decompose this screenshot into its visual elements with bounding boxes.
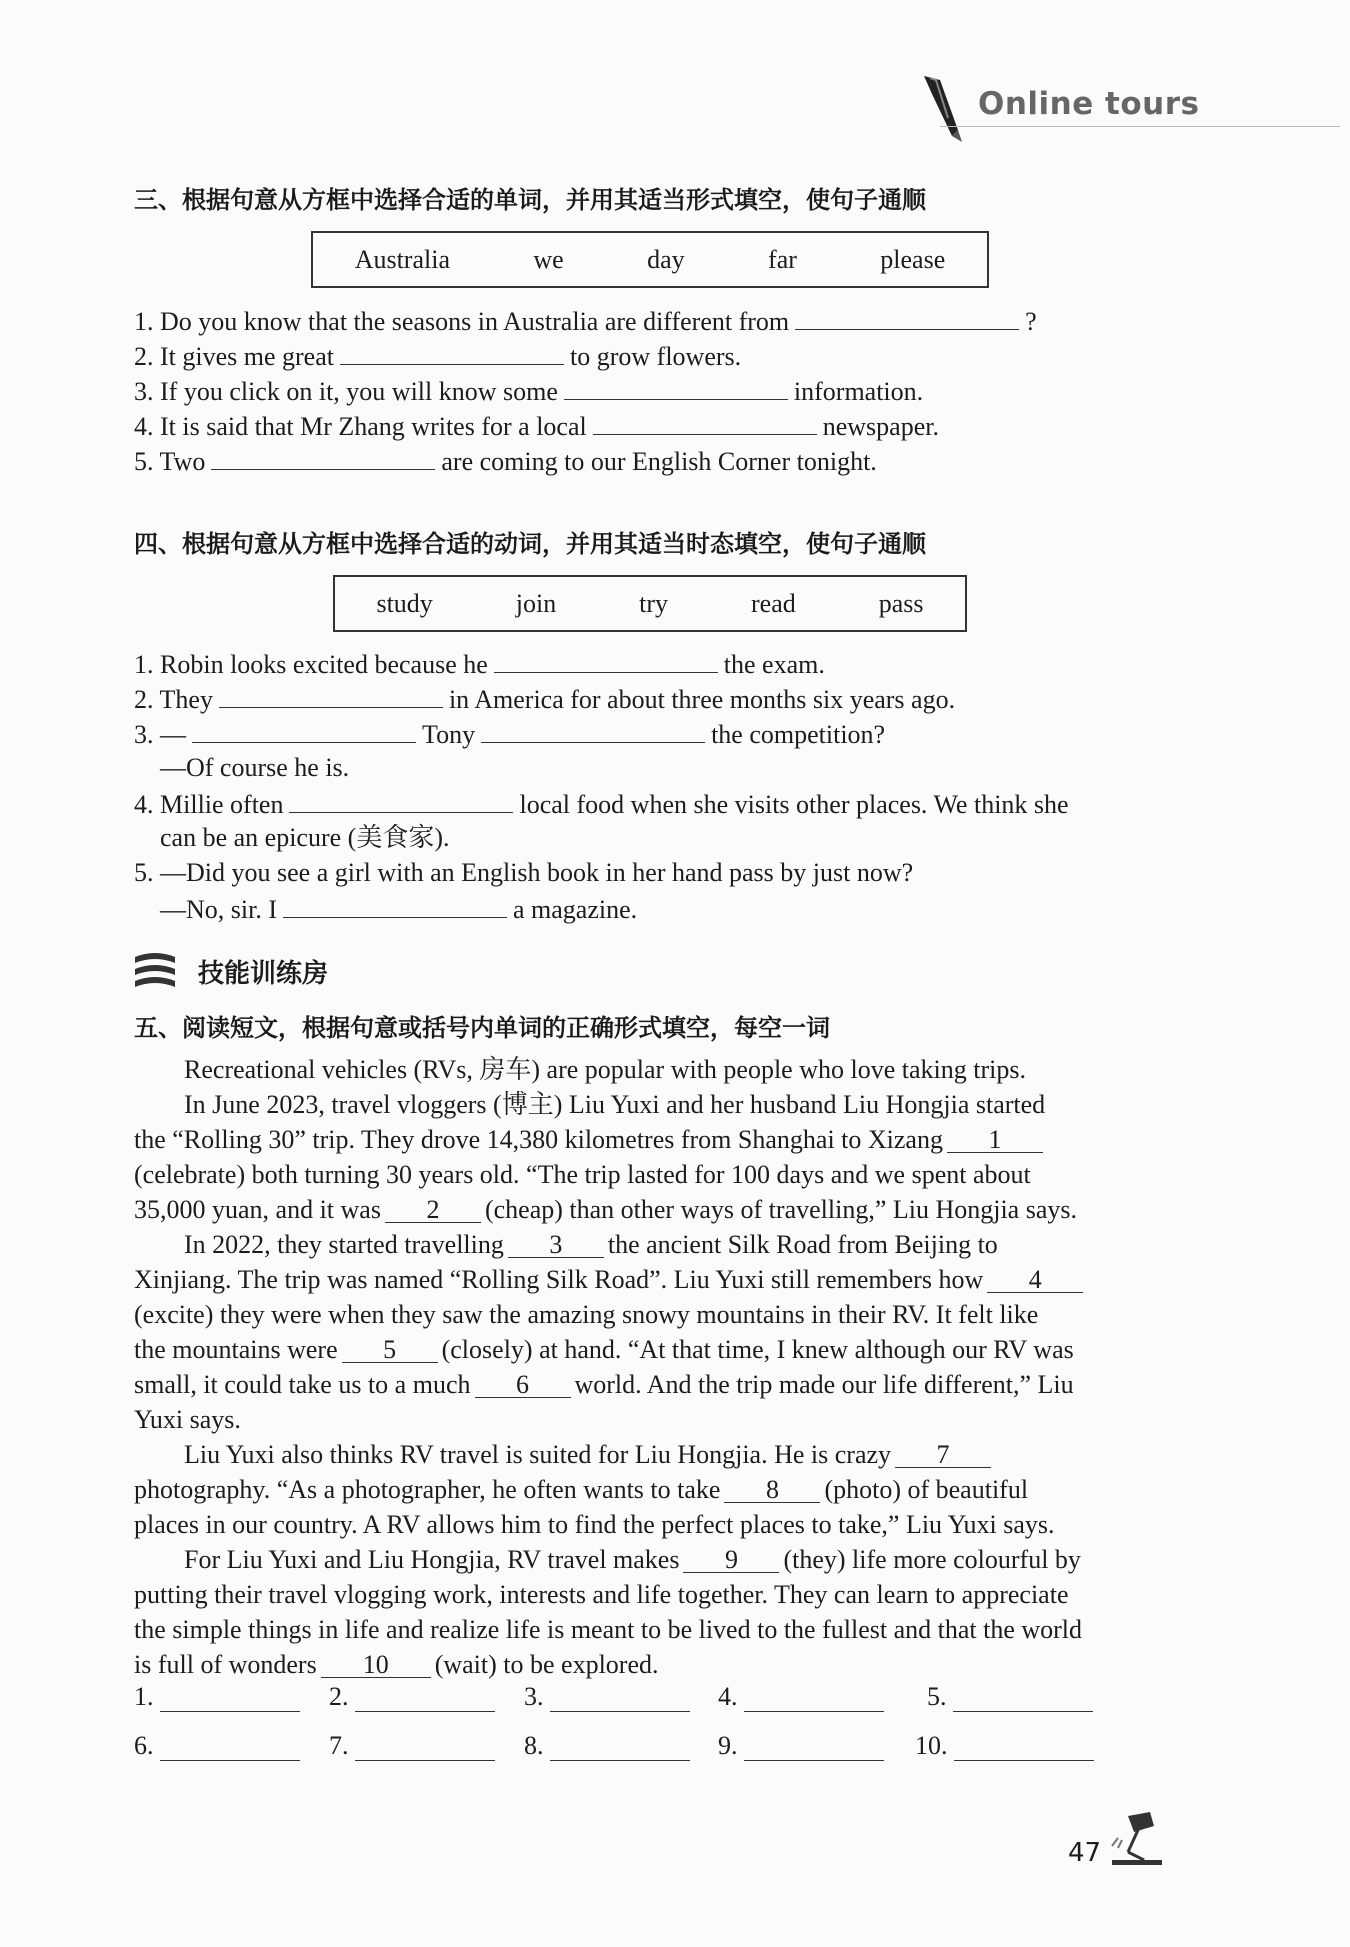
answer-slot: 4.: [718, 1682, 884, 1712]
passage-line: the simple things in life and realize life is meant to be lived to the fullest and that the world: [134, 1615, 1083, 1644]
numbered-blank[interactable]: 3: [508, 1227, 604, 1258]
word-option: we: [533, 244, 564, 274]
chapter-title: Online tours: [978, 86, 1200, 122]
s4-question-3: 3. — Tony the competition?: [134, 715, 885, 750]
section4-title: 四、根据句意从方框中选择合适的动词，并用其适当时态填空，使句子通顺: [134, 530, 926, 558]
s4-question-1: 1. Robin looks excited because he the exam.: [134, 645, 825, 680]
passage-line: (celebrate) both turning 30 years old. “The trip lasted for 100 days and we spent about: [134, 1160, 1031, 1189]
answer-slot: 9.: [718, 1731, 884, 1761]
answer-slot: 2.: [329, 1682, 495, 1712]
word-option: Australia: [354, 244, 450, 274]
answer-blank[interactable]: [494, 645, 718, 673]
word-option: day: [647, 244, 685, 274]
passage-line: Liu Yuxi also thinks RV travel is suited for Liu Hongjia. He is crazy 7: [134, 1437, 1204, 1472]
answer-slot: 1.: [134, 1682, 300, 1712]
passage-line: places in our country. A RV allows him to find the perfect places to take,” Liu Yuxi says.: [134, 1510, 1055, 1539]
answer-line[interactable]: [550, 1683, 690, 1712]
answer-line[interactable]: [160, 1732, 300, 1761]
passage-line: putting their travel vlogging work, interests and life together. They can learn to appreciate: [134, 1580, 1069, 1609]
numbered-blank[interactable]: 8: [724, 1472, 820, 1503]
passage-line: the mountains were 5 (closely) at hand. “At that time, I knew although our RV was: [134, 1332, 1154, 1367]
passage-line: For Liu Yuxi and Liu Hongjia, RV travel makes 9 (they) life more colourful by: [134, 1542, 1204, 1577]
answer-line[interactable]: [953, 1683, 1093, 1712]
passage-line: Yuxi says.: [134, 1405, 241, 1434]
passage-line: the “Rolling 30” trip. They drove 14,380 kilometres from Shanghai to Xizang 1: [134, 1122, 1154, 1157]
skills-title: 技能训练房: [198, 959, 329, 989]
answer-slot: 3.: [524, 1682, 690, 1712]
passage-line: photography. “As a photographer, he often wants to take 8 (photo) of beautiful: [134, 1472, 1154, 1507]
section5-title: 五、阅读短文，根据句意或括号内单词的正确形式填空，每空一词: [134, 1014, 830, 1042]
answer-slot: 7.: [329, 1731, 495, 1761]
answer-line[interactable]: [954, 1732, 1094, 1761]
passage-line: In June 2023, travel vloggers (博主) Liu Yuxi and her husband Liu Hongjia started: [184, 1090, 1046, 1119]
page-number: 47: [1068, 1838, 1102, 1868]
passage-line: (excite) they were when they saw the amazing snowy mountains in their RV. It felt like: [134, 1300, 1039, 1329]
passage-line: Recreational vehicles (RVs, 房车) are popular with people who love taking trips.: [184, 1055, 1026, 1084]
word-option: join: [515, 588, 557, 618]
answer-blank[interactable]: [283, 890, 507, 918]
answer-line[interactable]: [744, 1732, 884, 1761]
answer-blank[interactable]: [192, 715, 416, 743]
s3-question-3: 3. If you click on it, you will know some information.: [134, 372, 923, 407]
answer-line[interactable]: [355, 1732, 495, 1761]
s4-question-4: 4. Millie often local food when she visits other places. We think she: [134, 785, 1069, 820]
word-option: far: [768, 244, 797, 274]
passage-line: small, it could take us to a much 6 world. And the trip made our life different,” Liu: [134, 1367, 1154, 1402]
desk-lamp-icon: [1108, 1808, 1166, 1868]
section3-word-box: [311, 231, 989, 288]
answer-line[interactable]: [550, 1732, 690, 1761]
answer-line[interactable]: [160, 1683, 300, 1712]
numbered-blank[interactable]: 4: [987, 1262, 1083, 1293]
word-option: study: [376, 588, 433, 618]
section3-title: 三、根据句意从方框中选择合适的单词，并用其适当形式填空，使句子通顺: [134, 186, 926, 214]
answer-blank[interactable]: [340, 337, 564, 365]
numbered-blank[interactable]: 6: [475, 1367, 571, 1398]
answer-line[interactable]: [744, 1683, 884, 1712]
numbered-blank[interactable]: 9: [683, 1542, 779, 1573]
word-option: please: [880, 244, 946, 274]
s3-question-5: 5. Two are coming to our English Corner tonight.: [134, 442, 877, 477]
s4-question-4-cont: can be an epicure (美食家).: [160, 823, 450, 852]
numbered-blank[interactable]: 1: [947, 1122, 1043, 1153]
skills-icon: [133, 951, 177, 989]
answer-blank[interactable]: [219, 680, 443, 708]
pen-icon: [918, 72, 968, 144]
passage-line: is full of wonders 10 (wait) to be explored.: [134, 1647, 1154, 1682]
passage-line: Xinjiang. The trip was named “Rolling Silk Road”. Liu Yuxi still remembers how 4: [134, 1262, 1154, 1297]
s3-question-2: 2. It gives me great to grow flowers.: [134, 337, 741, 372]
answer-blank[interactable]: [289, 785, 513, 813]
answer-blank[interactable]: [593, 407, 817, 435]
answer-slot: 10.: [915, 1731, 1094, 1761]
header-divider: [940, 126, 1340, 127]
answer-blank[interactable]: [564, 372, 788, 400]
s4-question-2: 2. They in America for about three months six years ago.: [134, 680, 955, 715]
s3-question-1: 1. Do you know that the seasons in Australia are different from ?: [134, 302, 1037, 337]
word-option: read: [751, 588, 796, 618]
numbered-blank[interactable]: 10: [321, 1647, 431, 1678]
numbered-blank[interactable]: 5: [342, 1332, 438, 1363]
answer-blank[interactable]: [481, 715, 705, 743]
passage-line: 35,000 yuan, and it was 2 (cheap) than other ways of travelling,” Liu Hongjia says.: [134, 1192, 1154, 1227]
answer-line[interactable]: [355, 1683, 495, 1712]
word-option: pass: [878, 588, 924, 618]
section4-word-box: [333, 575, 967, 632]
answer-slot: 6.: [134, 1731, 300, 1761]
s3-question-4: 4. It is said that Mr Zhang writes for a local newspaper.: [134, 407, 939, 442]
passage-line: In 2022, they started travelling 3 the ancient Silk Road from Beijing to: [134, 1227, 1204, 1262]
numbered-blank[interactable]: 7: [895, 1437, 991, 1468]
answer-slot: 5.: [927, 1682, 1093, 1712]
s4-question-5-reply: —No, sir. I a magazine.: [160, 890, 637, 925]
answer-slot: 8.: [524, 1731, 690, 1761]
s4-question-5: 5. —Did you see a girl with an English book in her hand pass by just now?: [134, 858, 914, 887]
answer-blank[interactable]: [211, 442, 435, 470]
answer-blank[interactable]: [795, 302, 1019, 330]
s4-question-3-reply: —Of course he is.: [160, 753, 350, 782]
numbered-blank[interactable]: 2: [385, 1192, 481, 1223]
word-option: try: [639, 588, 669, 618]
